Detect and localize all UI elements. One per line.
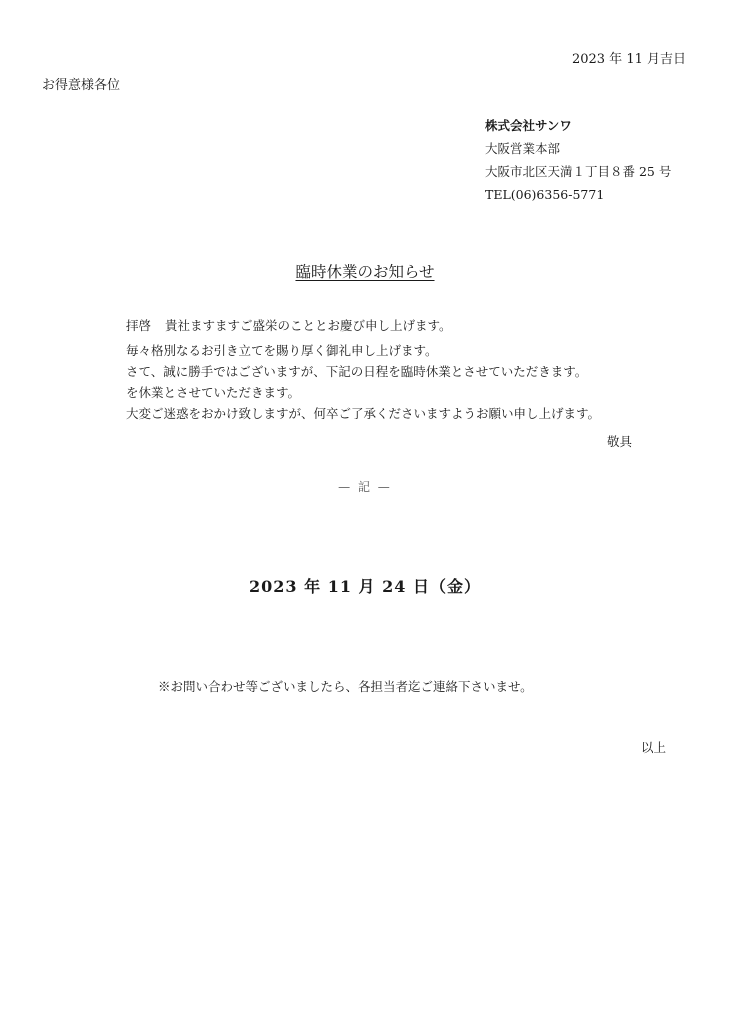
end-mark: 以上: [640, 740, 666, 755]
greeting-line: [126, 315, 600, 336]
body-line: 毎々格別なるお引き立てを賜り厚く御礼申し上げます。: [126, 343, 438, 358]
body-line: 大変ご迷惑をおかけ致しますが、何卒ご了承くださいますようお願い申し上げます。: [126, 406, 601, 421]
sender-company: 株式会社サンワ: [485, 118, 572, 133]
greeting-body: 貴社ますますご盛栄のこととお慶び申し上げます。: [165, 318, 452, 333]
contact-note: ※お問い合わせ等ございましたら、各担当者迄ご連絡下さいませ。: [158, 679, 533, 694]
sender-tel: TEL(06)6356-5771: [485, 187, 605, 202]
issue-date: 2023 年 11 月吉日: [571, 52, 686, 67]
sender-block: [485, 114, 671, 206]
record-marker: — 記 —: [338, 480, 392, 494]
body-line: さて、誠に勝手ではございますが、下記の日程を臨時休業とさせていただきます。: [126, 364, 588, 379]
greeting-head: 拝啓: [126, 318, 152, 333]
recipient: お得意様各位: [42, 78, 121, 93]
closing-keigu: 敬具: [606, 434, 632, 449]
sender-department: 大阪営業本部: [485, 141, 561, 156]
body-line: を休業とさせていただきます。: [126, 385, 301, 400]
notice-body: [126, 315, 600, 424]
notice-title: 臨時休業のお知らせ: [295, 263, 435, 281]
holiday-date: 2023 年 11 月 24 日（金）: [249, 577, 481, 596]
notice-title-wrap: [0, 260, 730, 282]
sender-address: 大阪市北区天満１丁目８番 25 号: [485, 164, 672, 179]
